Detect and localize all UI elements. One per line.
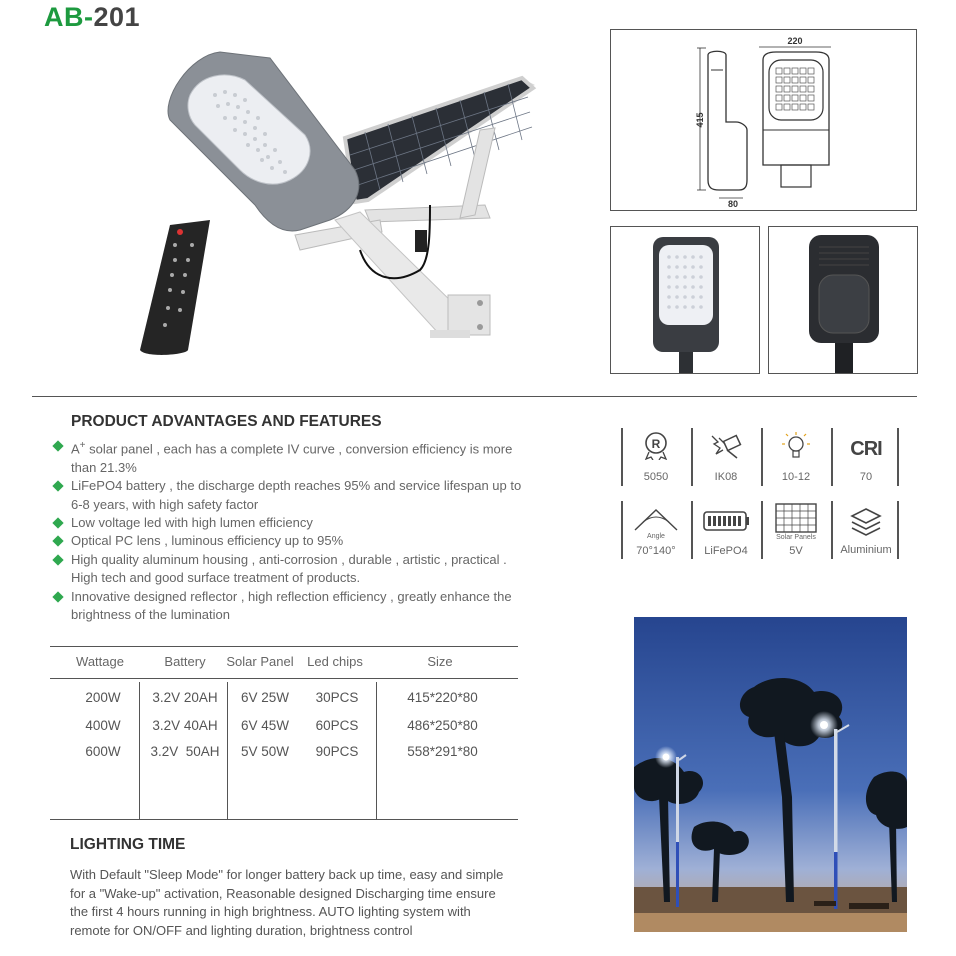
list-item: LiFePO4 battery , the discharge depth reaches 95% and service lifespan up to 6-8 years, with high safety factor <box>52 477 522 514</box>
back-view-photo <box>768 226 918 374</box>
bulb-icon: 10-12 <box>761 428 831 486</box>
bullet-icon <box>52 536 63 547</box>
header-battery: Battery <box>164 654 206 669</box>
list-item: Low voltage led with high lumen efficiency <box>52 514 522 532</box>
layers-icon: Aluminium <box>831 501 901 559</box>
bullet-icon <box>52 440 63 451</box>
table-cell: 200W <box>85 690 121 705</box>
street-light-illustration <box>130 40 550 370</box>
title-dash: - <box>84 2 94 32</box>
bullet-icon <box>52 591 63 602</box>
table-cell: 5V 50W <box>240 744 290 759</box>
lighting-description: With Default "Sleep Mode" for longer battery back up time, easy and simple for a "Wake-up" activation, Reasonable designed Discharging time ensure the first 4 hours running in high brightness. AUTO lighting system with remote for ON/OFF and lighting duration, brightness control <box>70 867 504 938</box>
table-cell: 486*250*80 <box>407 718 478 733</box>
width-label: 220 <box>787 36 803 46</box>
list-item: Innovative designed reflector , high reflection efficiency , greatly enhance the brightness of the lumination <box>52 588 522 625</box>
depth-label: 80 <box>727 199 739 209</box>
bullet-icon <box>52 517 63 528</box>
icon-row-end <box>897 501 899 559</box>
solar-panel-icon: Solar Panels 5V <box>761 501 831 559</box>
svg-text:R: R <box>651 437 661 451</box>
product-title <box>44 2 140 33</box>
table-cell: 3.2V 50AH <box>150 744 220 759</box>
table-cell: 6V 45W <box>240 718 290 733</box>
table-cell: 400W <box>85 718 121 733</box>
list-item: A+ solar panel , each has a complete IV curve , conversion efficiency is more than 21.3% <box>52 437 522 477</box>
header-led-chips: Led chips <box>307 654 363 669</box>
features-heading: PRODUCT ADVANTAGES AND FEATURES <box>71 413 382 430</box>
table-cell: 90PCS <box>315 744 359 759</box>
icon-row-end <box>897 428 899 486</box>
spec-table <box>50 646 518 820</box>
angle-icon: Angle 70°140° <box>621 501 691 559</box>
led-chip-icon: R 5050 <box>621 428 691 486</box>
section-divider <box>32 396 917 397</box>
battery-icon: LiFePO4 <box>691 501 761 559</box>
header-wattage: Wattage <box>76 654 124 669</box>
list-item: High quality aluminum housing , anti-corrosion , durable , artistic , practical . High tech and good surface treatment of products. <box>52 551 522 588</box>
remote-control <box>140 220 210 355</box>
table-cell: 415*220*80 <box>407 690 478 705</box>
impact-icon: IK08 <box>691 428 761 486</box>
title-prefix: AB <box>44 2 84 32</box>
product-image <box>130 40 550 370</box>
lighting-heading: LIGHTING TIME <box>70 836 186 853</box>
front-view-photo <box>610 226 760 374</box>
table-cell: 30PCS <box>315 690 359 705</box>
title-number: 201 <box>93 2 141 32</box>
header-solar-panel: Solar Panel <box>226 654 294 669</box>
list-item: Optical PC lens , luminous efficiency up to 95% <box>52 532 522 550</box>
header-size: Size <box>427 654 453 669</box>
table-cell: 6V 25W <box>240 690 290 705</box>
technical-drawing <box>610 29 917 211</box>
height-label: 415 <box>695 112 705 128</box>
table-cell: 558*291*80 <box>407 744 478 759</box>
table-cell: 3.2V 40AH <box>152 718 218 733</box>
table-cell: 3.2V 20AH <box>152 690 218 705</box>
bullet-icon <box>52 480 63 491</box>
bullet-icon <box>52 554 63 565</box>
table-cell: 60PCS <box>315 718 359 733</box>
cri-icon: CRI 70 <box>831 428 901 486</box>
night-scene-photo <box>634 617 907 932</box>
features-list <box>52 437 522 624</box>
table-cell: 600W <box>85 744 121 759</box>
